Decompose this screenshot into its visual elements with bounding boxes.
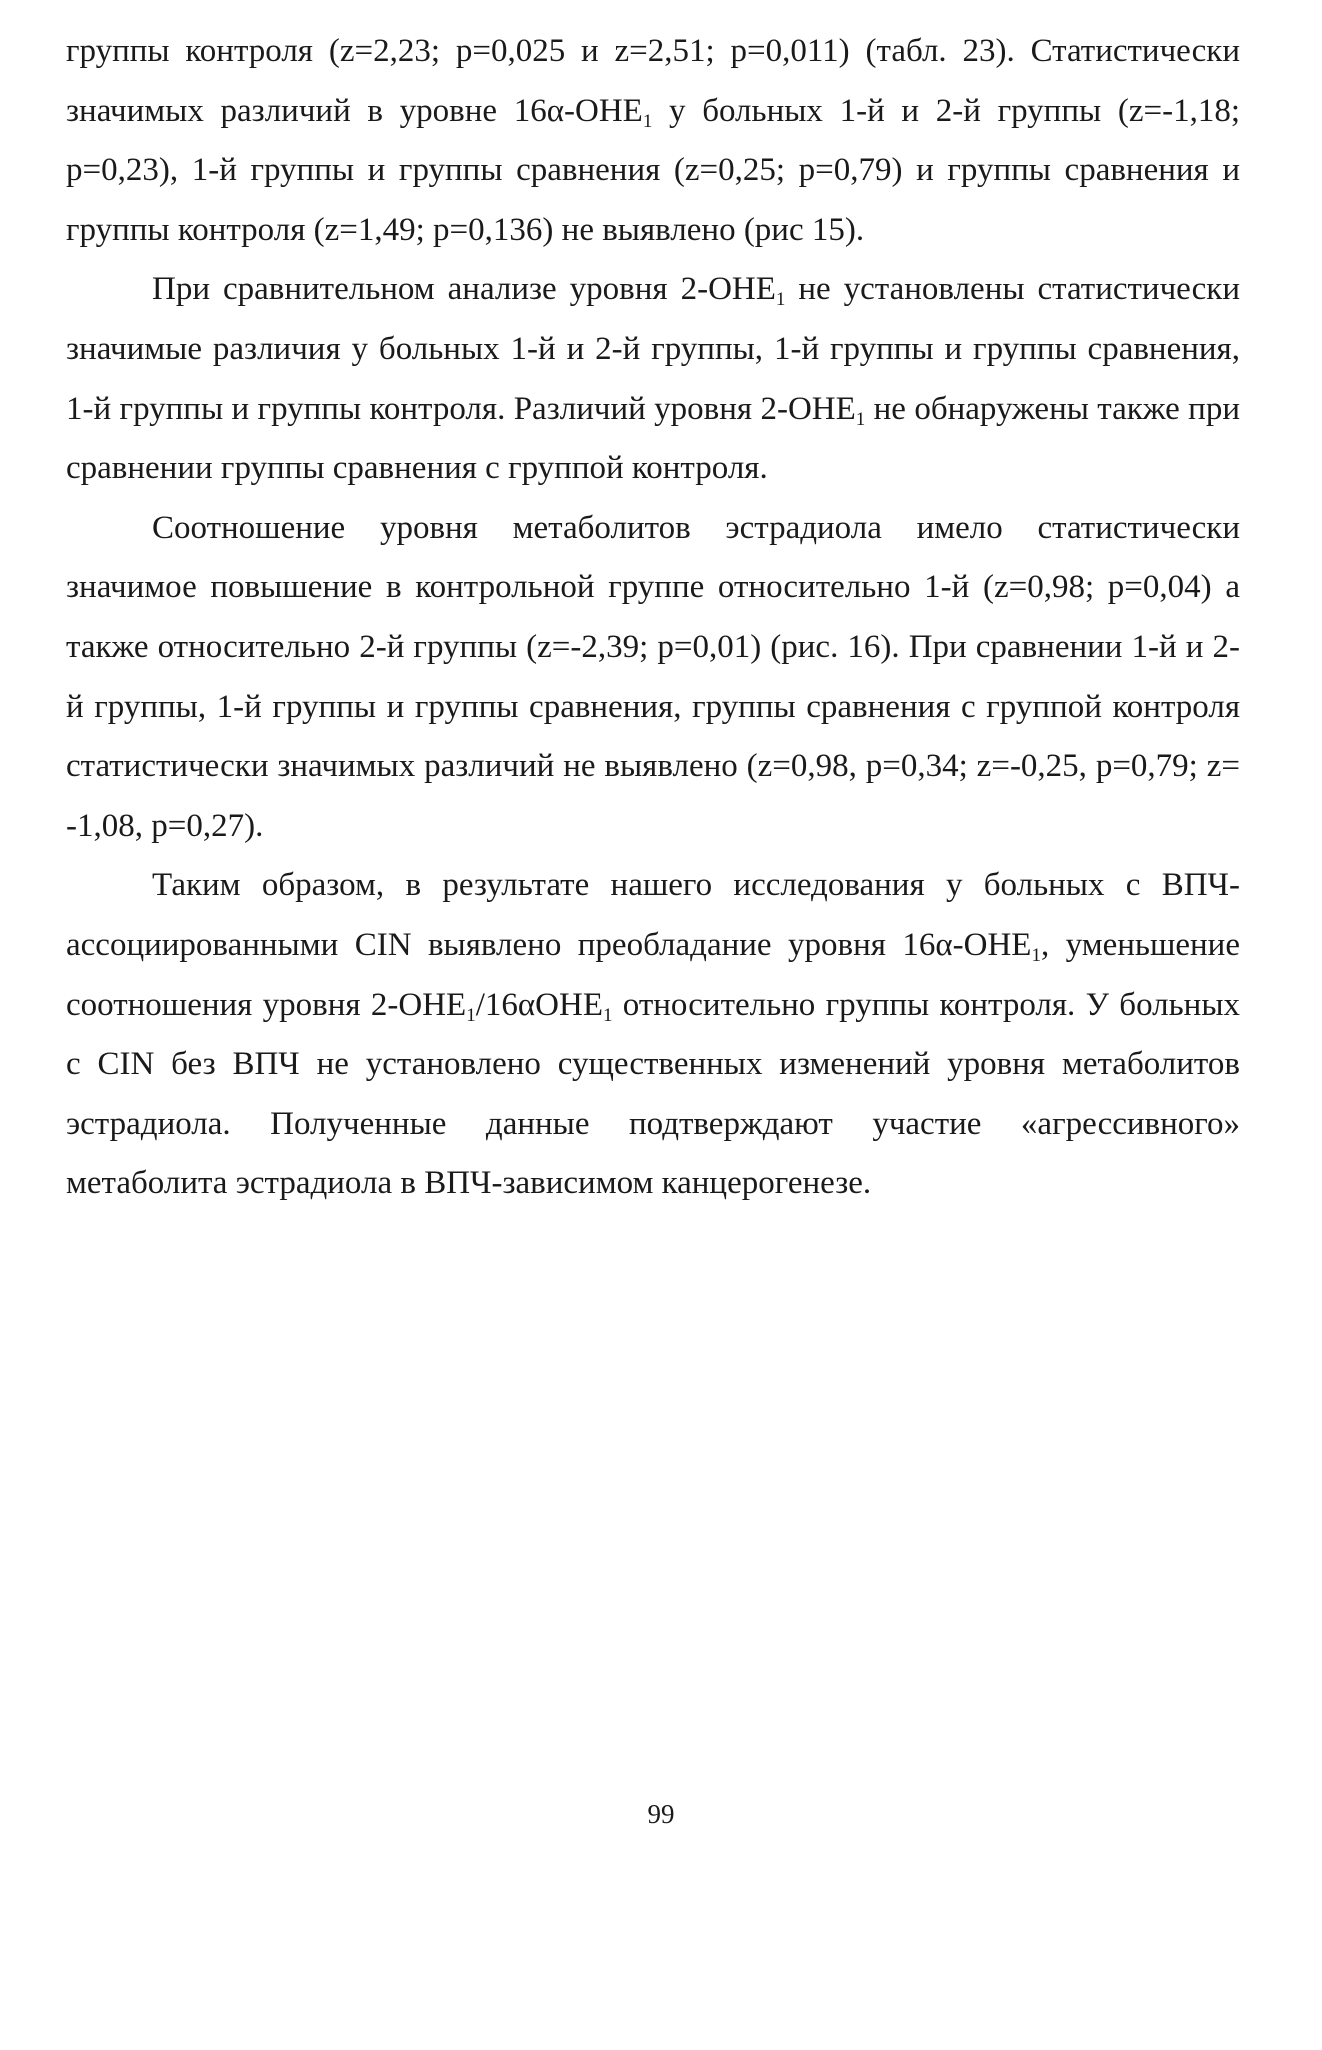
subscript-text: 1 [855,408,866,430]
subscript-text: 1 [775,289,786,311]
subscript-text: 1 [642,110,653,132]
paragraph-text: , уменьшение соотношения уровня 2-OHE [66,926,1240,1023]
subscript-text: 1 [1031,944,1041,966]
paragraph-text: Соотношение уровня метаболитов эстрадиола имело статистически значимое повышение в контрольной группе относительно 1-й (z=0,98; p=0,04) а также относительно 2-й группы (z=-2,39; p=0,01) (рис. 16). При сравнении 1-й и 2-й группы, 1-й группы и группы сравнения, группы сравнения с группой контроля статистически значимых различий не выявлено (z=0,98, p=0,34; z=-0,25, p=0,79; z= -1,08, p=0,27). [66,509,1240,844]
paragraph-text: у больных 1-й и 2-й группы (z=-1,18; p=0,23), 1-й группы и группы сравнения (z=0,25; p=0,79) и группы сравнения и группы контроля (z=1,49; p=0,136) не выявлено (рис 15). [66,92,1240,248]
paragraph-text: не обнаружены также при сравнении группы сравнения с группой контроля. [66,390,1240,487]
paragraph-text: При сравнительном анализе уровня 2-OHE [152,271,776,308]
paragraph-text: /16αOHE [475,986,603,1023]
paragraph-text: группы контроля (z=2,23; p=0,025 и z=2,51; p=0,011) (табл. 23). Статистически значимых различий в уровне 16α-OHE [66,33,1240,129]
paragraph [66,22,1240,260]
paragraph-text: не установлены статистически значимые различия у больных 1-й и 2-й группы, 1-й группы и группы сравнения, 1-й группы и группы контроля. Различий уровня 2-OHE [66,271,1240,427]
paragraph [66,260,1240,498]
paragraph [66,499,1240,857]
paragraph-text: Таким образом, в результате нашего исследования у больных с ВПЧ-ассоциированными CIN выявлено преобладание уровня 16α-OHE [66,867,1240,963]
document-body [66,22,1240,1214]
paragraph [66,856,1240,1214]
subscript-text: 1 [466,1004,476,1026]
subscript-text: 1 [602,1004,613,1026]
paragraph-text: относительно группы контроля. У больных с CIN без ВПЧ не установлено существенных изменений уровня метаболитов эстрадиола. Полученные данные подтверждают участие «агрессивного» метаболита эстрадиола в ВПЧ-зависимом канцерогенезе. [66,986,1240,1202]
page-number: 99 [647,1799,675,1829]
